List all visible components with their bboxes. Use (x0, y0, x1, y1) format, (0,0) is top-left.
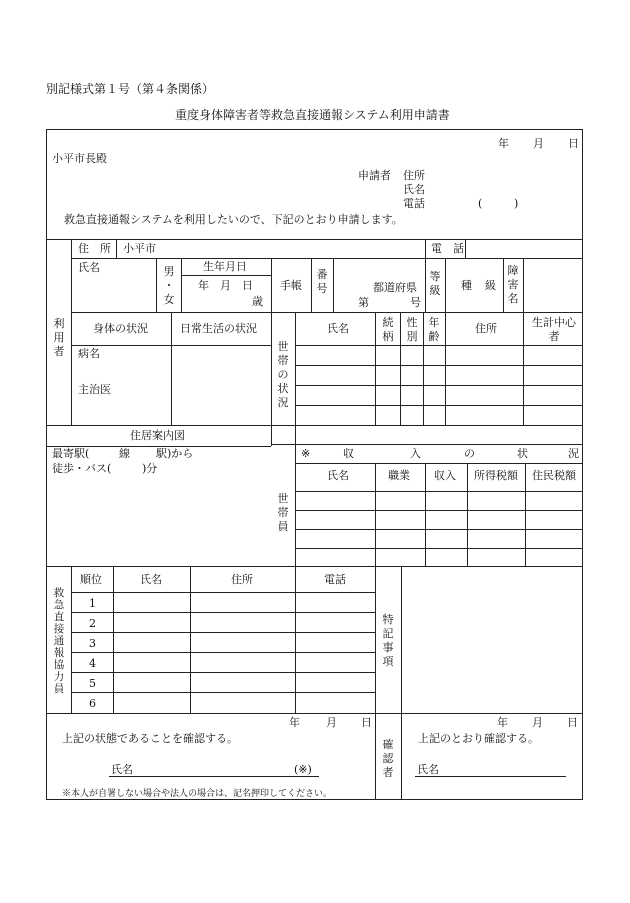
income-col-income-tax: 所得税額 (474, 469, 518, 482)
confirm-right-month: 月 (532, 716, 543, 729)
confirm-right-statement: 上記のとおり確認する。 (418, 732, 539, 745)
station-from-a: 最寄駅( (52, 447, 90, 460)
body-condition-label: 身体の状況 (93, 322, 148, 335)
age-unit: 歳 (252, 295, 263, 308)
household-col-breadwinner: 生計中心 者 (532, 316, 576, 343)
special-notes-label: 特 記 事 項 (382, 613, 394, 668)
user-section-label: 利 用 者 (53, 317, 65, 358)
station-line: 線 (119, 447, 130, 460)
walk-bus-a: 徒歩・バス( (52, 462, 112, 475)
confirm-left-day: 日 (361, 716, 372, 729)
household-col-relation: 続 柄 (382, 316, 394, 343)
daily-life-label: 日常生活の状況 (180, 322, 257, 335)
cooperators-col-rank: 順位 (80, 573, 102, 586)
station-from-c: 駅)から (156, 447, 194, 460)
phone-paren-close: ) (514, 197, 519, 210)
household-section-label: 世 帯 の 状 況 (277, 340, 289, 409)
application-form (46, 129, 583, 800)
income-mark: ※ (301, 447, 311, 460)
rank-3: 3 (89, 637, 96, 650)
application-statement: 救急直接通報システムを利用したいので、下記のとおり申請します。 (64, 213, 403, 226)
confirm-left-footnote: ※本人が自署しない場合や法人の場合は、記名押印してください。 (62, 789, 333, 799)
household-col-sex: 性 別 (406, 316, 418, 343)
walk-bus-b: )分 (142, 462, 158, 475)
phone-paren-open: ( (478, 197, 483, 210)
confirm-left-mark: (※) (294, 763, 312, 776)
confirm-left-month: 月 (326, 716, 337, 729)
income-col-name: 氏名 (327, 469, 349, 482)
date-month: 月 (533, 137, 544, 150)
household-col-age: 年 齢 (428, 316, 440, 343)
disability-label: 障 害 名 (507, 264, 519, 305)
rank-5: 5 (89, 677, 96, 690)
grade-label: 等 級 (429, 270, 441, 297)
rank-4: 4 (89, 657, 96, 670)
confirm-left-signature-line (109, 776, 319, 777)
prefecture-label: 都道府県 (373, 281, 417, 294)
date-day: 日 (568, 137, 579, 150)
date-year: 年 (498, 137, 509, 150)
type-label: 種 (461, 279, 472, 292)
applicant-address-label: 住所 (403, 169, 425, 182)
income-col-income: 収入 (434, 469, 456, 482)
confirm-right-year: 年 (497, 716, 508, 729)
applicant-phone-label: 電話 (403, 197, 425, 210)
cooperators-col-address: 住所 (231, 573, 253, 586)
grade-word: 級 (485, 279, 496, 292)
applicant-label: 申請者 (358, 169, 391, 182)
user-name-label: 氏名 (78, 261, 100, 274)
user-address-value: 小平市 (123, 242, 156, 255)
go-label: 号 (410, 296, 421, 309)
income-title-4: 状 (517, 447, 528, 460)
income-title-5: 況 (568, 447, 579, 460)
household-members-label: 世 帯 員 (277, 492, 289, 533)
confirm-left-statement: 上記の状態であることを確認する。 (62, 732, 238, 745)
rank-2: 2 (89, 617, 96, 630)
techo-label: 手帳 (280, 279, 302, 292)
number-label: 番 号 (316, 268, 328, 295)
income-title-2: 入 (410, 447, 421, 460)
income-title-3: の (464, 447, 475, 460)
sex-label: 男 ・ 女 (163, 265, 175, 306)
doctor-label: 主治医 (78, 383, 111, 396)
income-col-job: 職業 (388, 469, 410, 482)
applicant-name-label: 氏名 (403, 183, 425, 196)
illness-label: 病名 (78, 347, 100, 360)
rank-1: 1 (89, 597, 96, 610)
user-phone-label: 電 話 (431, 242, 464, 255)
confirm-right-signature-line (415, 776, 566, 777)
household-col-address: 住所 (475, 322, 497, 335)
user-address-label: 住 所 (78, 242, 111, 255)
cooperators-col-name: 氏名 (140, 573, 162, 586)
cooperators-col-phone: 電話 (324, 573, 346, 586)
confirm-right-day: 日 (567, 716, 578, 729)
rank-6: 6 (89, 697, 96, 710)
confirm-left-name-label: 氏名 (111, 763, 133, 776)
page-title: 重度身体障害者等救急直接通報システム利用申請書 (175, 108, 450, 122)
confirm-right-name-label: 氏名 (417, 763, 439, 776)
birth-date-label: 生年月日 (203, 260, 247, 273)
household-col-name: 氏名 (327, 322, 349, 335)
income-title-1: 収 (343, 447, 354, 460)
confirmer-label: 確 認 者 (382, 738, 394, 779)
map-label: 住居案内図 (130, 429, 185, 442)
confirm-left-year: 年 (289, 716, 300, 729)
birth-date-ymd: 年 月 日 (198, 279, 253, 292)
form-label: 別記様式第１号（第４条関係） (46, 82, 215, 96)
cooperators-section-label: 救 急 直 接 通 報 協 力 員 (53, 587, 65, 695)
dai-label: 第 (358, 296, 369, 309)
income-col-resident-tax: 住民税額 (532, 469, 576, 482)
addressee: 小平市長殿 (52, 152, 107, 165)
